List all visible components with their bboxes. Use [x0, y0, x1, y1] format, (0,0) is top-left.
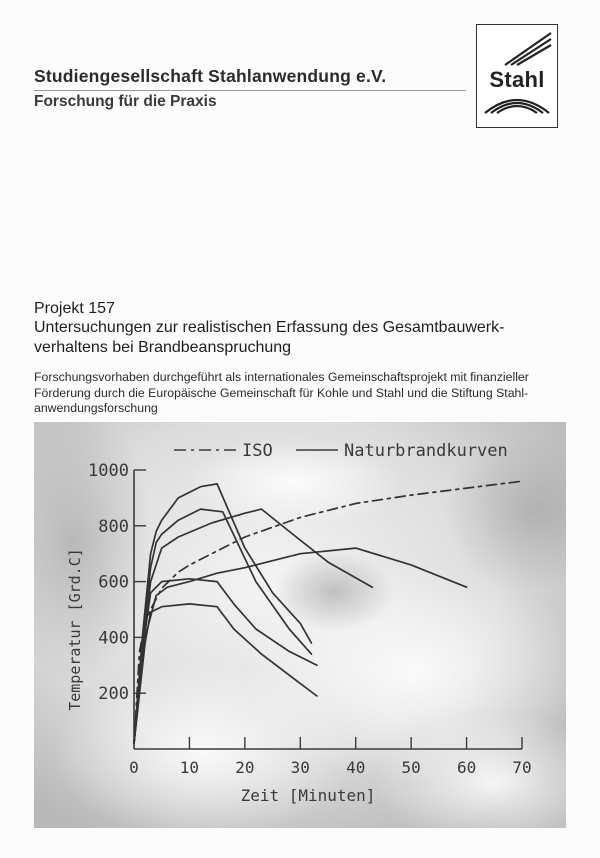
x-tick-label: 10 — [179, 758, 200, 777]
project-number: Projekt 157 — [34, 300, 115, 317]
x-tick-label: 0 — [129, 758, 139, 777]
x-axis-label: Zeit [Minuten] — [240, 786, 376, 805]
x-tick-label: 20 — [235, 758, 255, 777]
logo-wordmark: Stahl — [489, 67, 545, 92]
organization-name: Studiengesellschaft Stahlanwendung e.V. — [34, 66, 387, 86]
y-tick-label: 400 — [98, 628, 129, 649]
fire-temperature-chart — [34, 422, 566, 828]
y-tick-label: 600 — [98, 572, 129, 593]
y-tick-label: 1000 — [88, 461, 129, 481]
tagline: Forschung für die Praxis — [34, 93, 217, 110]
legend-label-natural-fire: Naturbrandkurven — [344, 441, 508, 461]
project-description: Forschungsvorhaben durchgeführt als internationales Gemeinschaftsprojekt mit finanzieller Förderung durch die Europäische Gemeinschaft für Kohle und Stahl und die Stiftung Stahl-anwendungsforschung — [34, 370, 529, 416]
stahl-logo — [476, 24, 558, 128]
x-tick-label: 40 — [346, 758, 366, 777]
y-tick-label: 800 — [98, 516, 129, 537]
header-divider — [34, 90, 466, 91]
x-tick-label: 30 — [290, 758, 310, 777]
legend-label-iso: ISO — [242, 441, 273, 461]
y-axis-label: Temperatur [Grd.C] — [66, 548, 84, 711]
y-tick-label: 200 — [98, 684, 129, 705]
x-tick-label: 70 — [512, 758, 532, 777]
x-tick-label: 60 — [456, 758, 477, 777]
x-tick-label: 50 — [401, 758, 421, 777]
project-title: Untersuchungen zur realistischen Erfassung des Gesamtbauwerk-verhaltens bei Brandbeanspruchung — [34, 319, 505, 356]
